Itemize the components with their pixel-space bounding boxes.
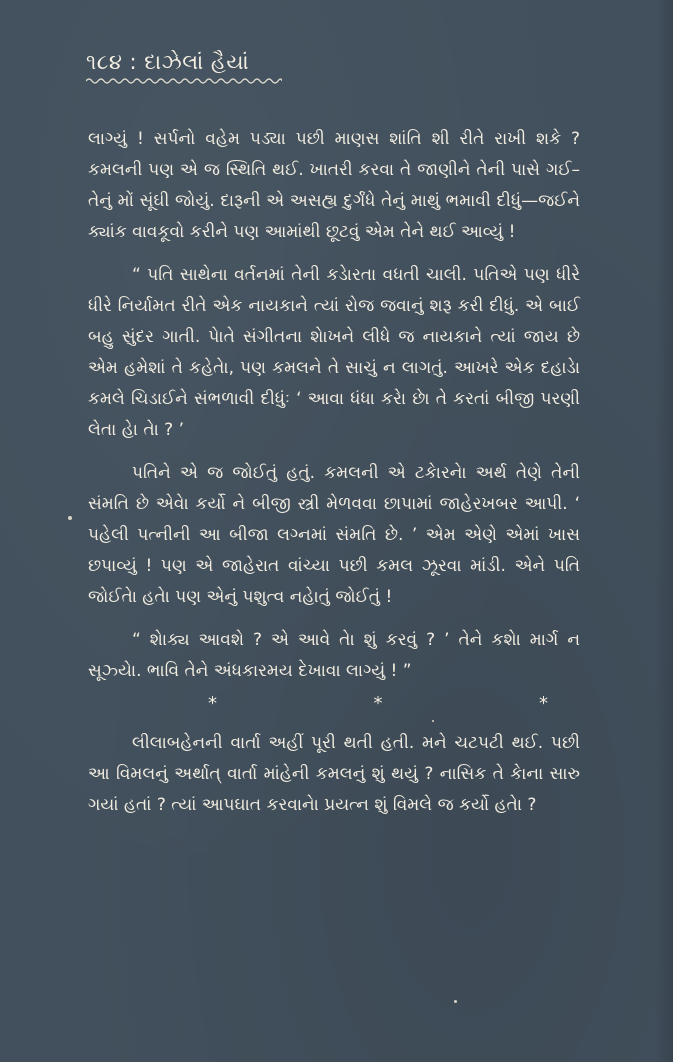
body-text [88,124,580,833]
print-speck [432,720,434,722]
paragraph-3: પતિને એ જ જોઈતું હતું. કમલની એ ટકેારનેા અર્થ તેણે તેની સંમતિ છે એવેા કર્યો ને બીજી સ્ત્રી મેળવવા છાપામાં જાહેરખબર આપી. ‘ પહેલી પત્નીની આ બીજા લગ્નમાં સંમતિ છે. ’ એમ એણે એમાં ખાસ છપાવ્યું ! પણ એ જાહેરાત વાંચ્યા પછી કમલ ઝૂરવા માંડી. એને પતિ જોઈતેા હતેા પણ એનું પશુત્વ નહેાતું જોઈતું ! [88,463,580,607]
wavy-underline-ornament [86,77,282,85]
separator-asterisk: * [208,693,217,714]
print-speck [454,1000,457,1003]
separator-asterisk: * [539,693,548,714]
print-speck [68,516,72,520]
paragraph-4: “ શેાક્ય આવશે ? એ આવે તેા શું કરવું ? ’ તેને કશેા માર્ગ ન સૂઝ્યેા. ભાવિ તેને અંધકારમય દેખાવા લાગ્યું ! ” [88,630,580,681]
paragraph-5: લીલાબહેનની વાર્તા અહીં પૂરી થતી હતી. મને ચટપટી થઈ. પછી આ વિમલનું અર્થાત્ વાર્તા માંહેની કમલનું શું થયું ? નાસિક તે કેાના સારુ ગયાં હતાં ? ત્યાં આપઘાત કરવાનેા પ્રયત્ન શું વિમલે જ કર્યો હતેા ? [88,733,580,815]
running-title: ૧૮૪ : દાઝેલાં હૈયાં [86,50,250,74]
section-separator [208,693,548,714]
paragraph-2: “ પતિ સાથેના વર્તનમાં તેની કડેારતા વધતી ચાલી. પતિએ પણ ધીરે ધીરે નિર્યામત રીતે એક નાયકાને ત્યાં રોજ જવાનું શરૂ કરી દીધું. એ બાઈ બહુ સુંદર ગાતી. પેાતે સંગીતના શેાખને લીધે જ નાયકાને ત્યાં જાય છે એમ હમેશાં તે કહેતેા, પણ કમલને તે સાચું ન લાગતું. આખરે એક દહાડેા કમલે ચિડાઈને સંભળાવી દીધુંઃ ‘ આવા ધંધા કરેા છેા તે કરતાં બીજી પરણી લેતા હેા તેા ? ’ [88,265,580,440]
separator-asterisk: * [373,693,383,714]
page-edge-shadow [655,0,673,1062]
page-header [86,50,282,85]
paragraph-1: લાગ્યું ! સર્પનો વહેમ પડ્યા પછી માણસ શાંતિ શી રીતે રાખી શકે ? કમલની પણ એ જ સ્થિતિ થઈ. ખાતરી કરવા તે જાણીને તેની પાસે ગઈ–તેનું મોં સૂંઘી જોયું. દારૂની એ અસહ્ય દુર્ગંધે તેનું માથું ભમાવી દીધું—જઈને ક્યાંક વાવકૂવો કરીને પણ આમાંથી છૂટવું એમ તેને થઈ આવ્યું ! [88,129,580,242]
